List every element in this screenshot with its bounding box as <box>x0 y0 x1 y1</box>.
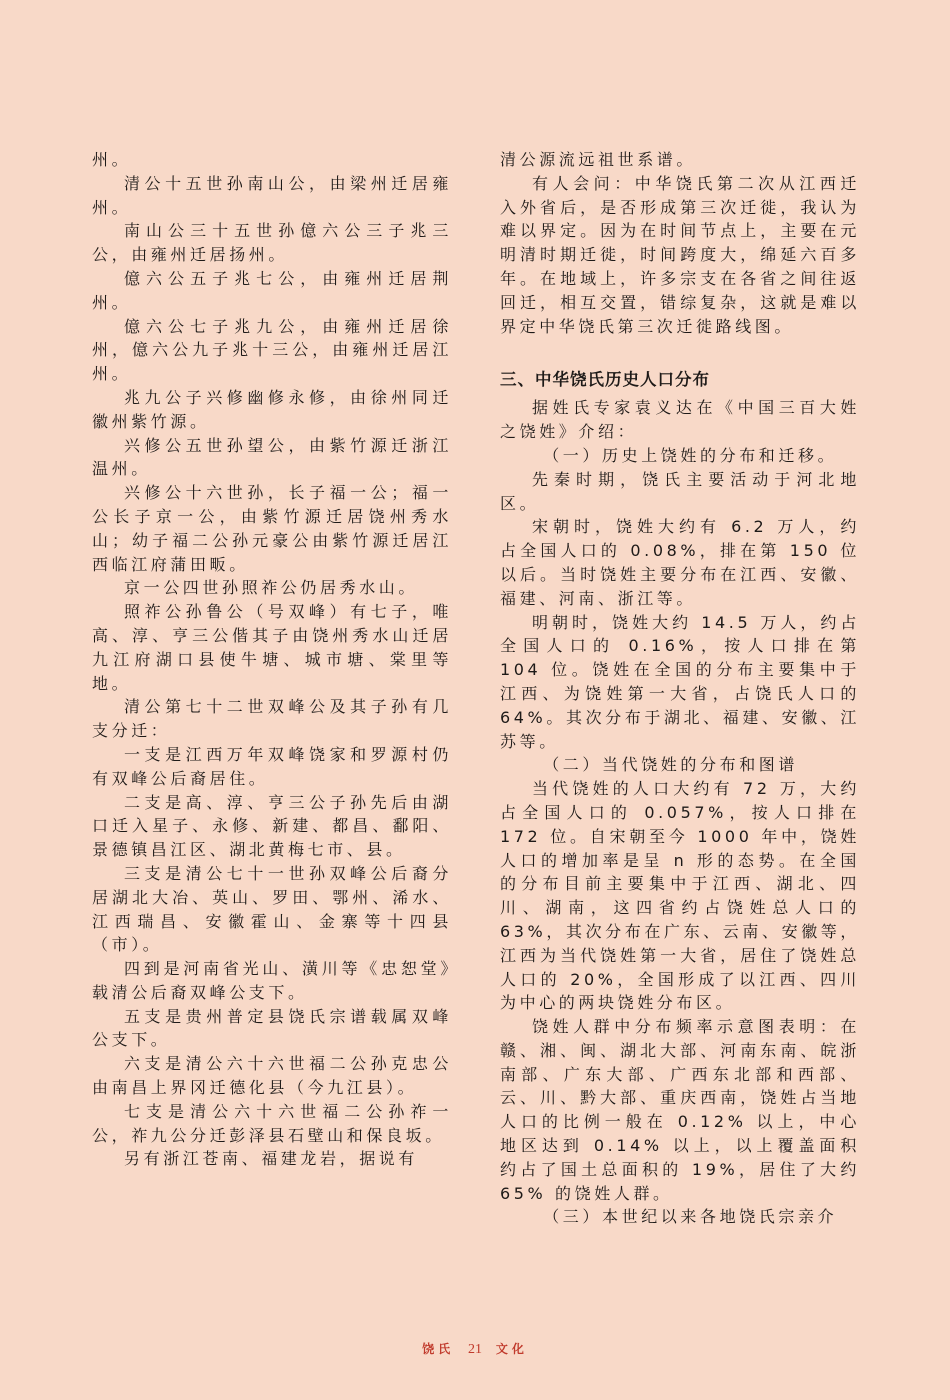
paragraph: 億六公五子兆七公，由雍州迁居荆州。 <box>92 268 452 312</box>
subheading: （二）当代饶姓的分布和图谱 <box>543 755 798 775</box>
paragraph: 清公第七十二世双峰公及其子孙有几支分迁： <box>92 697 452 741</box>
paragraph: 明朝时，饶姓大约 14.5 万人，约占全国人口的 0.16%，按人口排在第 104 位。饶姓在全国的分布主要集中于江西、为饶姓第一大省，占饶氏人口的 64%。其次分布于湖北、福建、安徽、江苏等。 <box>500 612 860 751</box>
footer-left-text: 饶氏 <box>422 1342 455 1356</box>
paragraph: 兴修公五世孙望公，由紫竹源迁浙江温州。 <box>92 435 452 479</box>
paragraph: 七支是清公六十六世福二公孙祚一公，祚九公分迁彭泽县石壁山和保良坂。 <box>92 1101 452 1145</box>
paragraph: 億六公七子兆九公，由雍州迁居徐州，億六公九子兆十三公，由雍州迁居江州。 <box>92 316 452 384</box>
paragraph: 二支是高、淳、亨三公子孙先后由湖口迁入星子、永修、新建、都昌、鄱阳、景德镇昌江区、湖北黄梅七市、县。 <box>92 792 452 860</box>
footer-right-text: 文化 <box>495 1342 528 1356</box>
paragraph: 饶姓人群中分布频率示意图表明：在赣、湘、闽、湖北大部、河南东南、皖浙南部、广东大部、广西东北部和西部、云、川、黔大部、重庆西南，饶姓占当地人口的比例一般在 0.12% 以上，中心地区达到 0.14% 以上，以上覆盖面积约占了国土总面积的 19%，居住了大约 65% 的饶姓人群。 <box>500 1017 860 1203</box>
paragraph: 四到是河南省光山、潢川等《忠恕堂》载清公后裔双峰公支下。 <box>92 959 452 1002</box>
subheading: （三）本世纪以来各地饶氏宗亲介 <box>543 1207 838 1227</box>
paragraph: 先秦时期，饶氏主要活动于河北地区。 <box>500 469 860 513</box>
paragraph: 京一公四世孙照祚公仍居秀水山。 <box>124 578 419 598</box>
paragraph: 宋朝时，饶姓大约有 6.2 万人，约占全国人口的 0.08%，排在第 150 位以后。当时饶姓主要分布在江西、安徽、福建、河南、浙江等。 <box>500 517 860 608</box>
paragraph: 清公十五世孙南山公，由梁州迁居雍州。 <box>92 173 452 217</box>
paragraph: 六支是清公六十六世福二公孙克忠公由南昌上界冈迁德化县（今九江县）。 <box>92 1054 452 1098</box>
paragraph: 当代饶姓的人口大约有 72 万，大约占全国人口的 0.057%，按人口排在 172 位。自宋朝至今 1000 年中，饶姓人口的增加率是呈 n 形的态势。在全国的分布目前主要集中于江西、湖北、四川、湖南，这四省约占饶姓总人口的 63%，其次分布在广东、云南、安徽等，江西为当代饶姓第一大省，居住了饶姓总人口的 20%，全国形成了以江西、四川为中心的两块饶姓分布区。 <box>500 779 860 1013</box>
right-column <box>500 148 860 1229</box>
subheading: （一）历史上饶姓的分布和迁移。 <box>543 445 838 465</box>
paragraph: 据姓氏专家袁义达在《中国三百大姓之饶姓》介绍： <box>500 398 860 442</box>
paragraph: 一支是江西万年双峰饶家和罗源村仍有双峰公后裔居住。 <box>92 744 452 788</box>
paragraph: 兴修公十六世孙，长子福一公；福一公长子京一公，由紫竹源迁居饶州秀水山；幼子福二公孙元豪公由紫竹源迁居江西临江府蒲田畈。 <box>92 483 452 574</box>
paragraph: 有人会问：中华饶氏第二次从江西迁入外省后，是否形成第三次迁徙，我认为难以界定。因为在时间节点上，主要在元明清时期迁徙，时间跨度大，绵延六百多年。在地域上，许多宗支在各省之间往返回迁，相互交置，错综复杂，这就是难以界定中华饶氏第三次迁徙路线图。 <box>500 173 860 336</box>
paragraph: 州。 <box>92 150 132 169</box>
paragraph: 五支是贵州普定县饶氏宗谱载属双峰公支下。 <box>92 1006 452 1050</box>
paragraph: 三支是清公七十一世孙双峰公后裔分居湖北大冶、英山、罗田、鄂州、浠水、江西瑞昌、安徽霍山、金寨等十四县（市）。 <box>92 863 452 955</box>
page-footer <box>0 1340 950 1358</box>
paragraph: 照祚公孙鲁公（号双峰）有七子，唯高、淳、亨三公偕其子由饶州秀水山迁居九江府湖口县使牛塘、城市塘、棠里等地。 <box>92 602 452 693</box>
paragraph: 南山公三十五世孙億六公三子兆三公，由雍州迁居扬州。 <box>92 221 452 265</box>
paragraph: 兆九公子兴修幽修永修，由徐州同迁徽州紫竹源。 <box>92 387 452 431</box>
paragraph: 另有浙江苍南、福建龙岩，据说有 <box>124 1149 419 1169</box>
paragraph: 清公源流远祖世系谱。 <box>500 150 697 169</box>
left-column <box>92 148 452 1171</box>
page-number: 21 <box>468 1342 482 1357</box>
section-heading: 三、中华饶氏历史人口分布 <box>500 370 710 390</box>
